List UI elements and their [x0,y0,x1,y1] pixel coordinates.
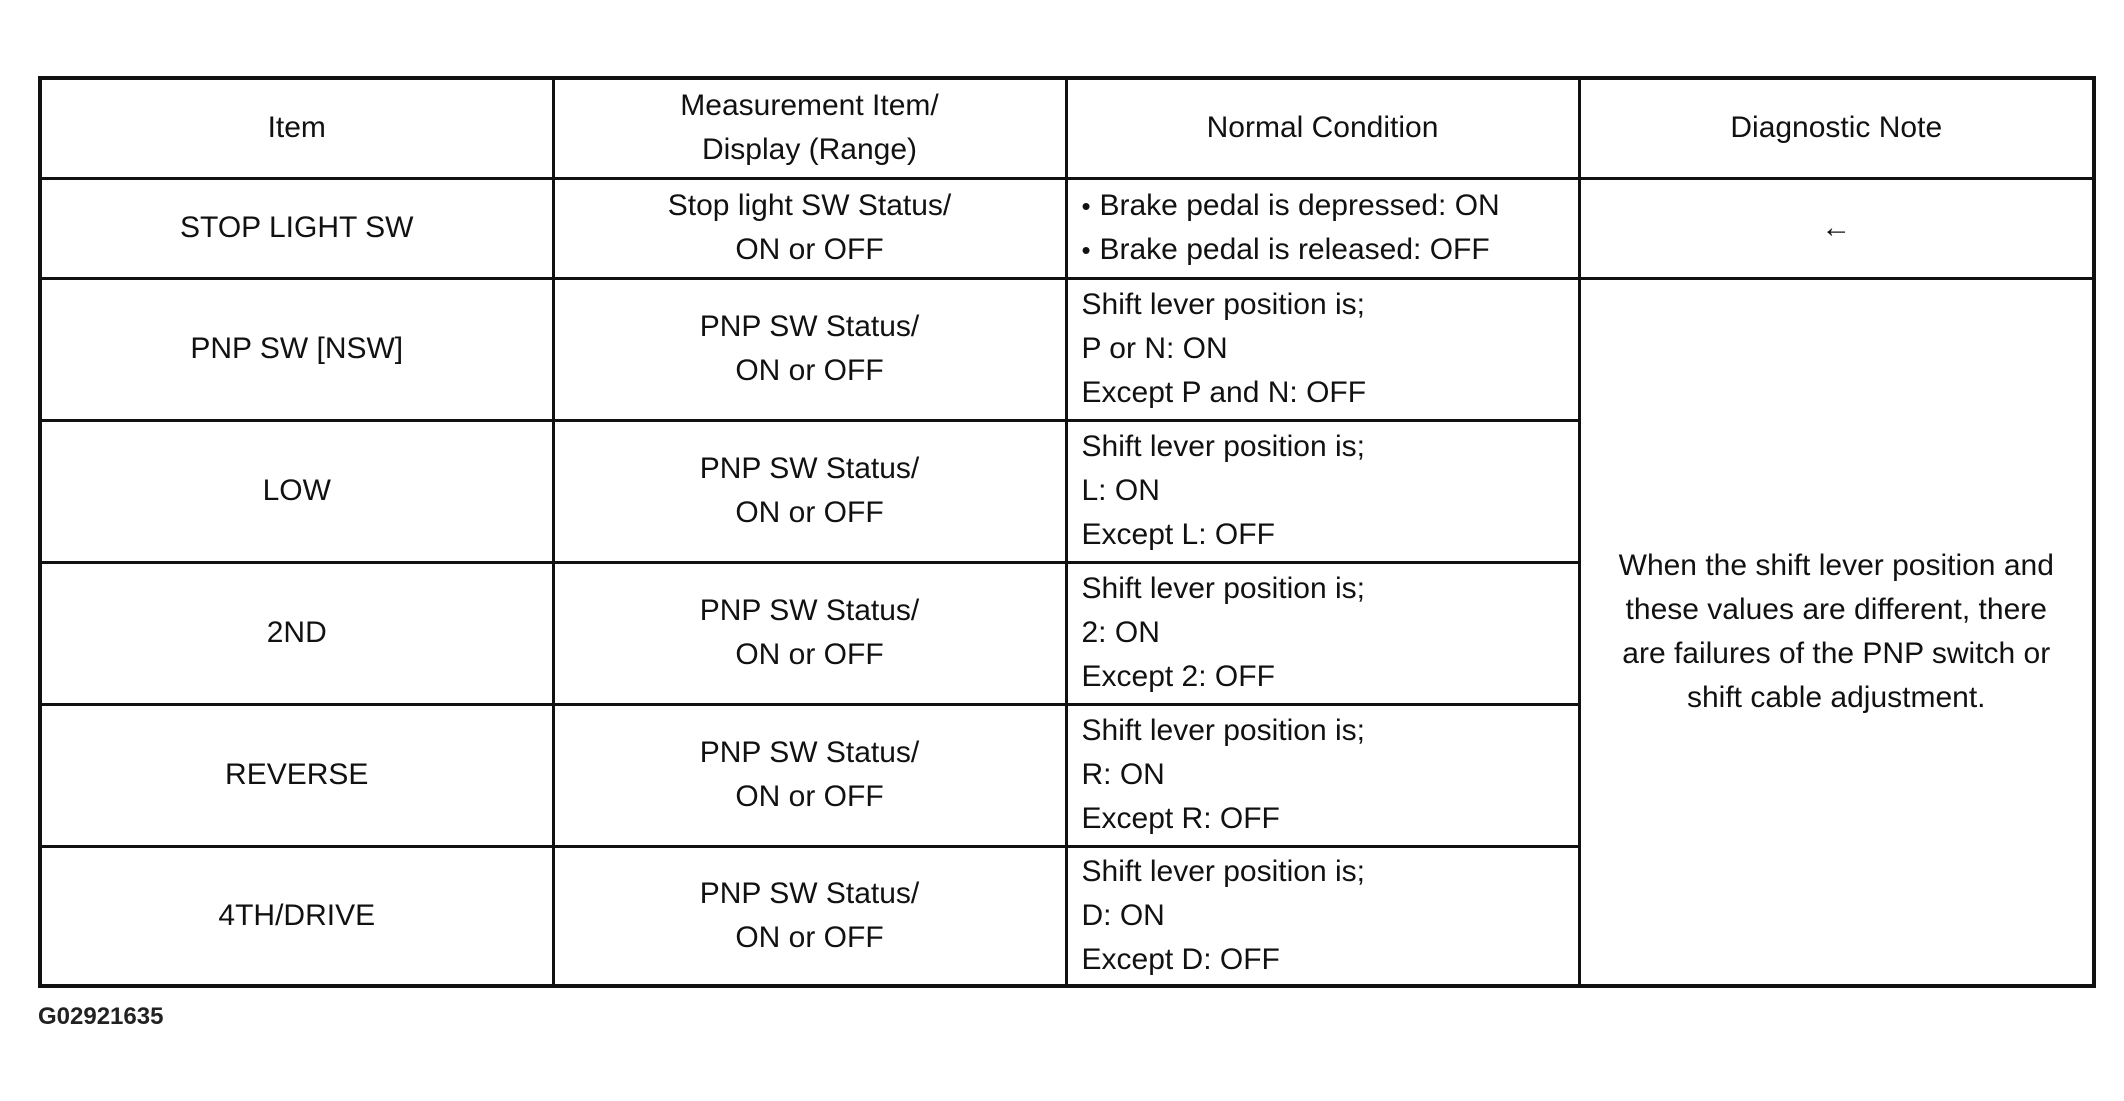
measurement-line2: ON or OFF [735,496,884,529]
header-measurement-line1: Measurement Item/ [680,89,939,123]
measurement-cell [553,178,1066,278]
measurement-cell [553,704,1066,846]
table-row [40,178,2094,278]
condition-cell [1066,178,1579,278]
condition-line2: L: ON [1081,474,1160,507]
figure-id: G02921635 [38,1003,164,1030]
measurement-line2: ON or OFF [735,638,884,671]
table-row [40,278,2094,420]
header-item: Item [40,78,553,178]
measurement-line1: PNP SW Status/ [699,876,920,910]
condition-line3: Except D: OFF [1081,942,1280,976]
item-cell: REVERSE [40,704,553,846]
measurement-line2: ON or OFF [735,233,884,266]
measurement-line2: ON or OFF [735,920,884,954]
table-header-row [40,78,2094,178]
note-line4: shift cable adjustment. [1687,680,1986,714]
condition-line3: Except L: OFF [1081,518,1275,551]
condition-line1: Shift lever position is; [1081,854,1365,888]
measurement-line1: Stop light SW Status/ [667,189,952,222]
item-cell: 4TH/DRIVE [40,846,553,986]
header-normal-condition: Normal Condition [1066,78,1579,178]
condition-line2: 2: ON [1081,616,1160,649]
condition-line3: Except P and N: OFF [1081,376,1367,409]
condition-line3: Except R: OFF [1081,802,1280,835]
measurement-cell [553,846,1066,986]
condition-line2: D: ON [1081,898,1165,932]
condition-bullet-2: • Brake pedal is released: OFF [1082,228,1578,272]
measurement-cell [553,420,1066,562]
measurement-line2: ON or OFF [735,354,884,387]
condition-cell [1066,562,1579,704]
measurement-line2: ON or OFF [735,780,884,813]
shared-diagnostic-note [1579,278,2094,986]
measurement-cell [553,278,1066,420]
measurement-line1: PNP SW Status/ [699,452,920,485]
measurement-line1: PNP SW Status/ [699,594,920,627]
condition-line2: R: ON [1081,758,1165,791]
item-cell: PNP SW [NSW] [40,278,553,420]
condition-line3: Except 2: OFF [1081,660,1275,693]
item-cell: STOP LIGHT SW [40,178,553,278]
condition-line1: Shift lever position is; [1081,288,1365,321]
note-line3: are failures of the PNP switch or [1622,636,2051,670]
header-diagnostic-note: Diagnostic Note [1579,78,2094,178]
header-measurement-item [553,78,1066,178]
condition-bullet-1: • Brake pedal is depressed: ON [1082,184,1578,228]
measurement-line1: PNP SW Status/ [699,736,920,769]
condition-cell [1066,420,1579,562]
diagnostic-data-table [38,76,2096,988]
condition-cell [1066,846,1579,986]
condition-cell [1066,278,1579,420]
item-cell: 2ND [40,562,553,704]
measurement-cell [553,562,1066,704]
note-line1: When the shift lever position and [1618,548,2054,582]
note-line2: these values are different, there [1625,592,2047,626]
measurement-line1: PNP SW Status/ [699,310,920,343]
header-measurement-line2: Display (Range) [701,133,918,167]
condition-line2: P or N: ON [1081,332,1228,365]
condition-line1: Shift lever position is; [1081,714,1365,747]
left-arrow-icon: ← [1579,178,2094,278]
item-cell: LOW [40,420,553,562]
condition-cell [1066,704,1579,846]
condition-line1: Shift lever position is; [1081,430,1365,463]
condition-line1: Shift lever position is; [1081,572,1365,605]
